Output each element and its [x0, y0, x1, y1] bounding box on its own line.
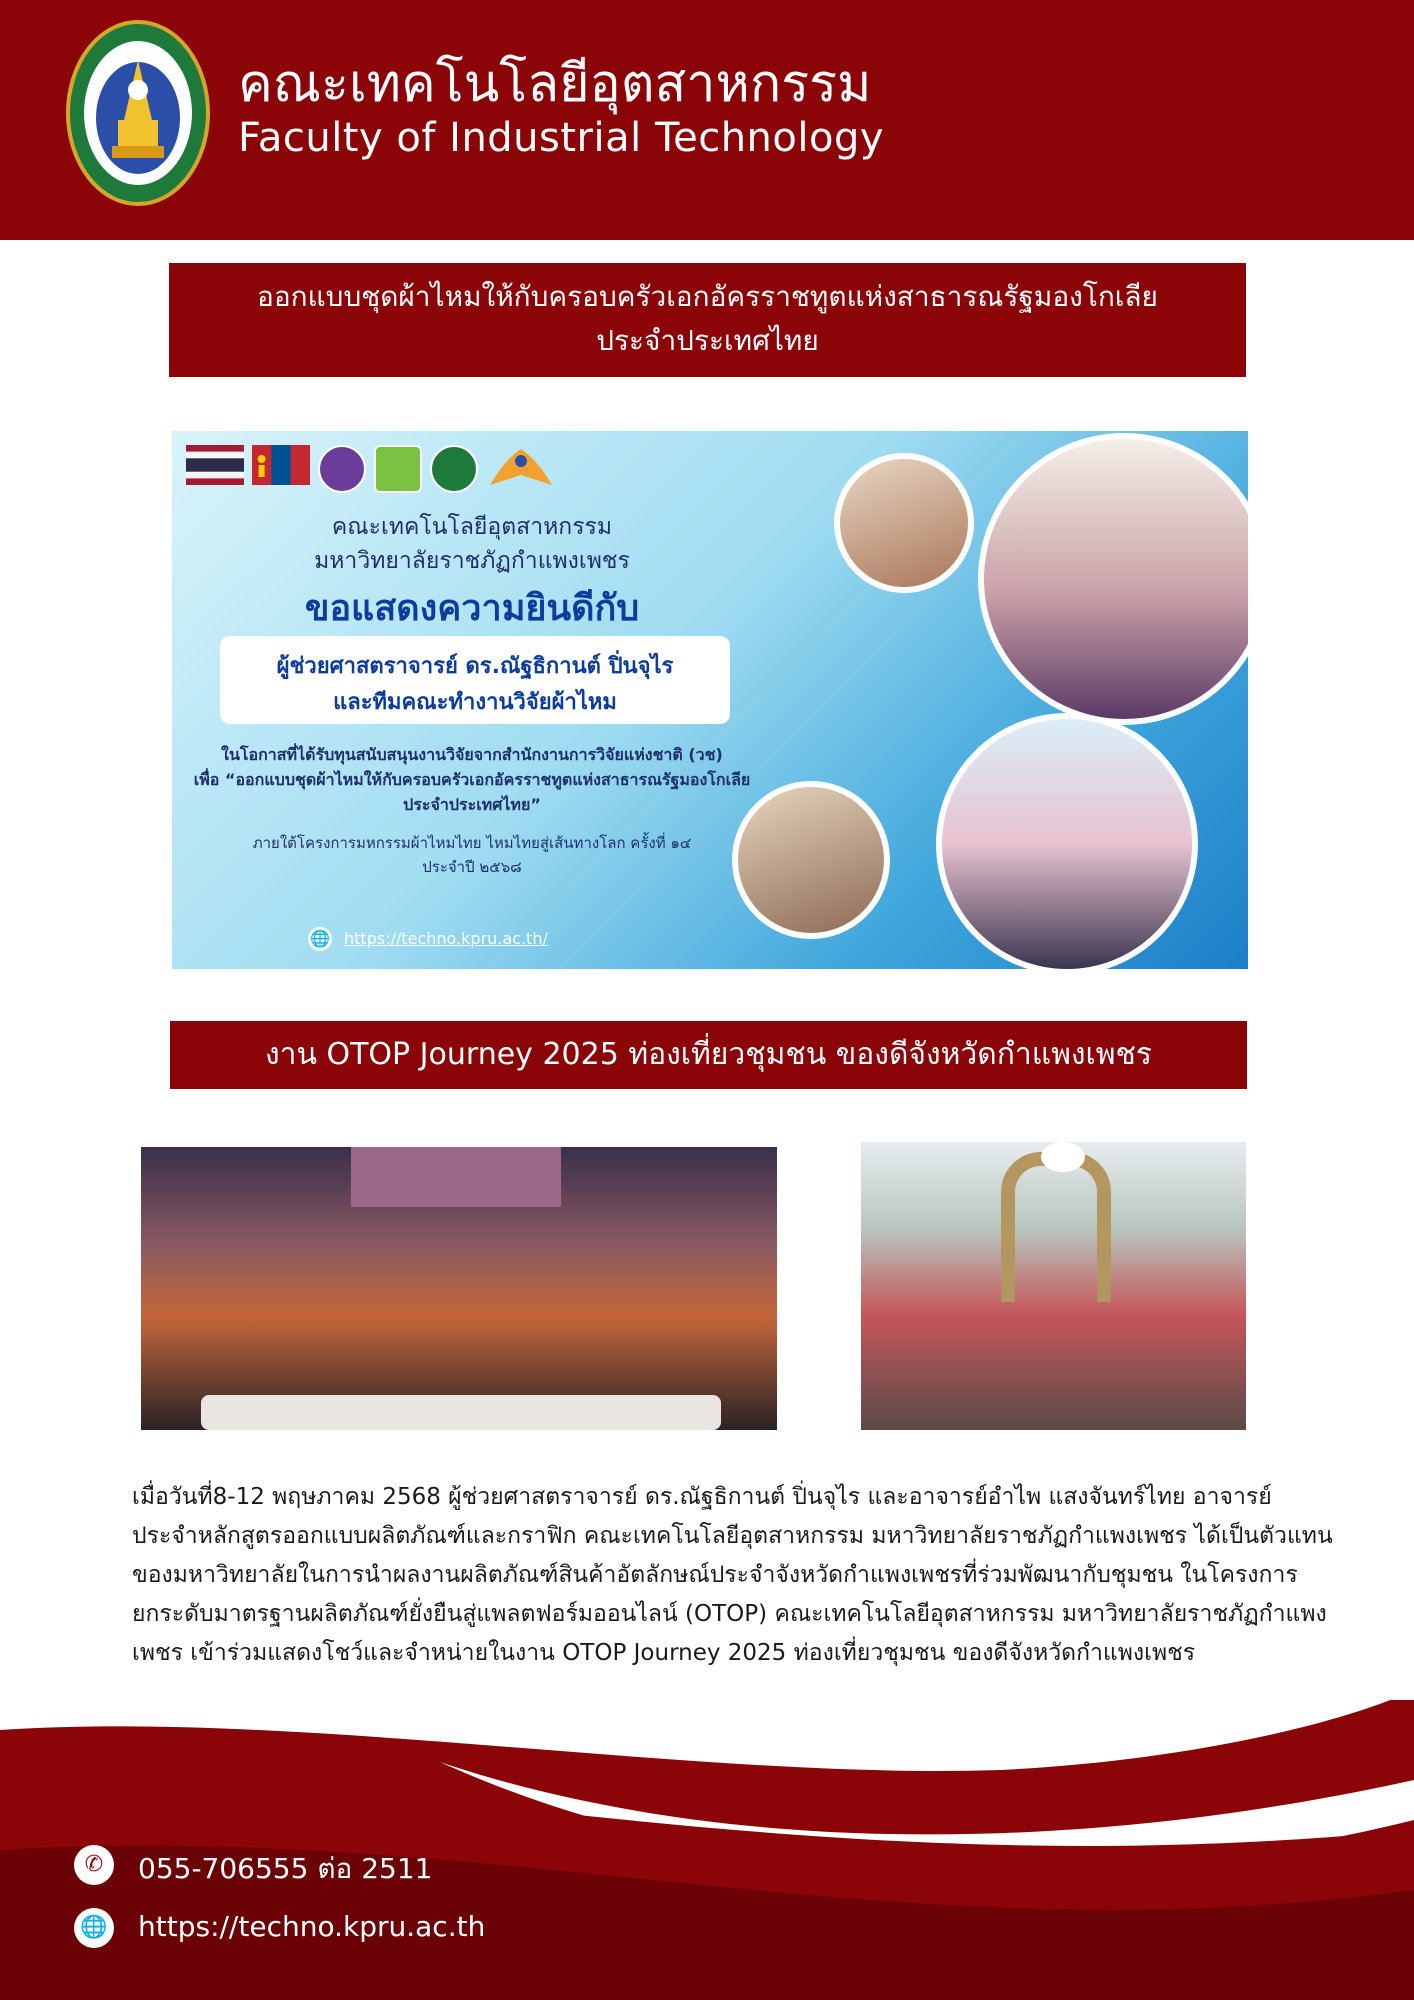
stage-backdrop	[351, 1147, 561, 1207]
poster-university: มหาวิทยาลัยราชภัฏกำแพงเพชร	[314, 548, 630, 574]
description-line: เมื่อวันที่8-12 พฤษภาคม 2568 ผู้ช่วยศาสตราจารย์ ดร.ณัฐธิกานต์ ปิ่นจุไร และอาจารย์อำไพ แสงจันทร์ไทย อาจารย์	[132, 1484, 1272, 1510]
poster-congrats-heading: ขอแสดงความยินดีกับ	[304, 588, 640, 629]
footer-website[interactable]: https://techno.kpru.ac.th	[138, 1910, 486, 1943]
poster-detail-1: ในโอกาสที่ได้รับทุนสนับสนุนงานวิจัยจากสำนักงานการวิจัยแห่งชาติ (วช)	[221, 745, 723, 764]
header-banner	[0, 0, 1414, 240]
photo-circle-team	[936, 713, 1198, 969]
thailand-flag-icon	[186, 445, 244, 485]
silk-logo-icon	[486, 445, 556, 489]
globe-icon: 🌐	[308, 927, 332, 951]
photo-circle-meeting	[834, 453, 974, 593]
description-line: ยกระดับมาตรฐานผลิตภัณฑ์ยั่งยืนสู่แพลตฟอร์มออนไลน์ (OTOP) คณะเทคโนโลยีอุตสาหกรรม มหาวิทยาลัยราชภัฏกำแพง	[132, 1601, 1327, 1627]
event-group-photo	[141, 1147, 777, 1430]
sofa	[201, 1395, 721, 1430]
university-seal-logo	[66, 20, 210, 206]
headline-silk-design	[169, 263, 1246, 377]
footer	[0, 1700, 1414, 2000]
university-logo-icon	[430, 445, 478, 493]
logo-strip	[186, 445, 556, 493]
poster-detail-4: ภายใต้โครงการมหกรรมผ้าไหมไทย ไหมไทยสู่เส้นทางโลก ครั้งที่ ๑๔	[252, 834, 692, 852]
event-booth-photo	[861, 1142, 1246, 1430]
nrct-logo-icon	[374, 445, 422, 493]
poster-name-box	[220, 636, 730, 724]
congratulations-poster	[172, 431, 1248, 969]
otop-sign	[1041, 1142, 1085, 1172]
photo-circle-workshop	[732, 781, 890, 939]
booth-arch	[1001, 1152, 1111, 1302]
description-line: ประจำหลักสูตรออกแบบผลิตภัณฑ์และกราฟิก คณะเทคโนโลยีอุตสาหกรรม มหาวิทยาลัยราชภัฏกำแพงเพชร ได้เป็นตัวแทน	[132, 1523, 1333, 1549]
poster-name: ผู้ช่วยศาสตราจารย์ ดร.ณัฐธิกานต์ ปิ่นจุไร	[276, 654, 674, 679]
faculty-title-thai: คณะเทคโนโลยีอุตสาหกรรม	[238, 54, 872, 114]
poster-team: และทีมคณะทำงานวิจัยผ้าไหม	[333, 690, 617, 715]
poster-faculty: คณะเทคโนโลยีอุตสาหกรรม	[331, 514, 613, 540]
description-line: เพชร เข้าร่วมแสดงโชว์และจำหน่ายในงาน OTOP Journey 2025 ท่องเที่ยวชุมชน ของดีจังหวัดกำแพงเพชร	[132, 1640, 1196, 1666]
mongolia-flag-icon	[252, 445, 310, 485]
phone-icon: ✆	[74, 1845, 114, 1885]
poster-detail-3: ประจำประเทศไทย”	[403, 795, 541, 814]
event-description	[132, 1478, 1352, 1673]
headline-line-2: ประจำประเทศไทย	[596, 324, 819, 357]
poster-url[interactable]: https://techno.kpru.ac.th/	[344, 929, 548, 948]
poster-detail-2: เพื่อ “ออกแบบชุดผ้าไหมให้กับครอบครัวเอกอัครราชทูตแห่งสาธารณรัฐมองโกเลีย	[193, 770, 751, 789]
footer-phone: 055-706555 ต่อ 2511	[138, 1852, 433, 1885]
faculty-title-english: Faculty of Industrial Technology	[238, 115, 885, 161]
headline-otop-journey: งาน OTOP Journey 2025 ท่องเที่ยวชุมชน ของดีจังหวัดกำแพงเพชร	[170, 1021, 1247, 1089]
poster-detail-5: ประจำปี ๒๕๖๘	[422, 858, 522, 876]
seal-icon	[318, 445, 366, 493]
description-line: ของมหาวิทยาลัยในการนำผลงานผลิตภัณฑ์สินค้าอัตลักษณ์ประจำจังหวัดกำแพงเพชรที่ร่วมพัฒนากับชุมชน ในโครงการ	[132, 1562, 1298, 1588]
headline-line-1: ออกแบบชุดผ้าไหมให้กับครอบครัวเอกอัครราชทูตแห่งสาธารณรัฐมองโกเลีย	[257, 280, 1158, 313]
photo-circle-models	[978, 433, 1248, 725]
globe-icon: 🌐	[74, 1908, 114, 1948]
